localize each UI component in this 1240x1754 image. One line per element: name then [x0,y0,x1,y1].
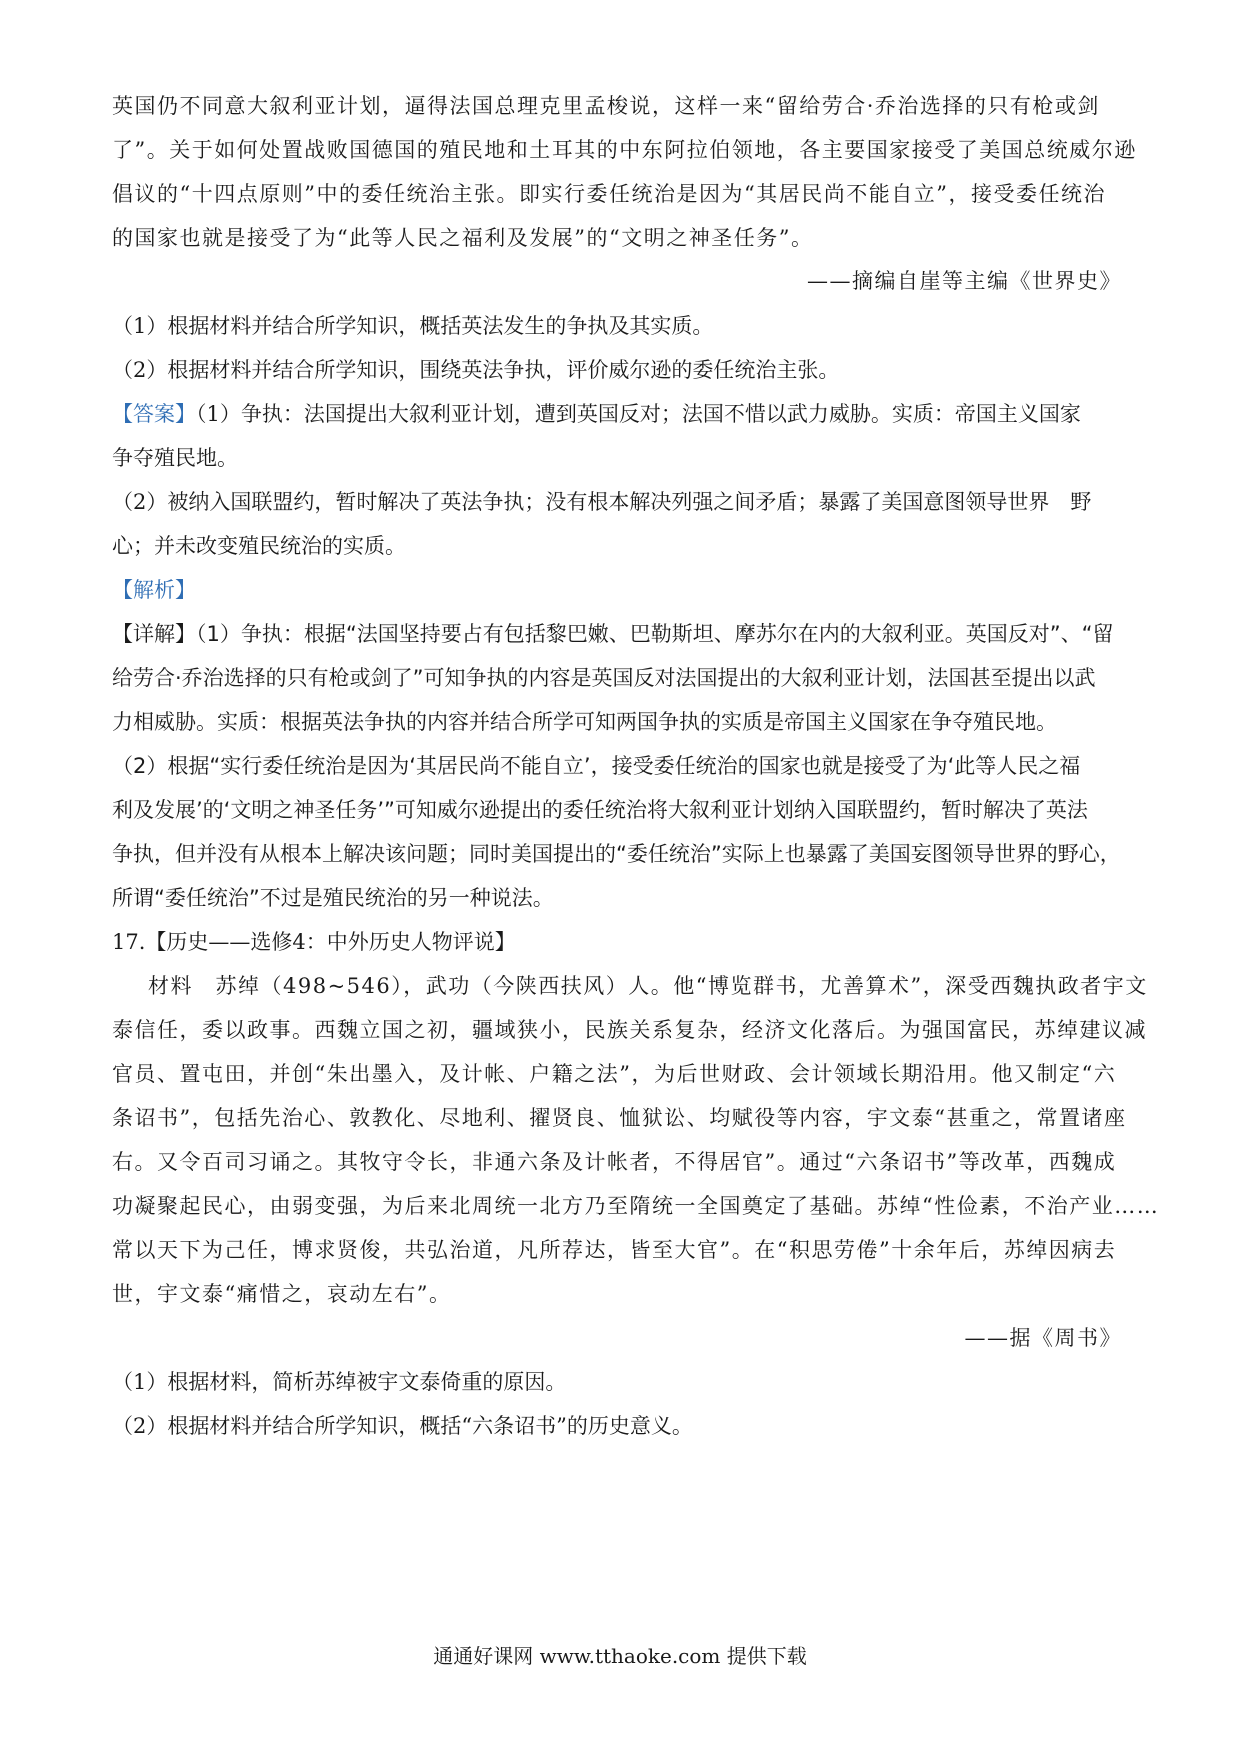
passage-line: 的国家也就是接受了为“此等人民之福利及发展”的“文明之神圣任务”。 [112,226,814,250]
detail-text: （1）争执：根据“法国坚持要占有包括黎巴嫩、巴勒斯坦、摩苏尔在内的大叙利亚。英国反对”、“留 [196,622,1114,646]
answer-line: 争夺殖民地。 [112,446,238,470]
question-line: （2）根据材料并结合所学知识，概括“六条诏书”的历史意义。 [112,1414,693,1438]
material-source: ——据《周书》 [964,1326,1122,1350]
material-line: 官员、置屯田，并创“朱出墨入，及计帐、户籍之法”，为后世财政、会计领域长期沿用。他又制定“六 [112,1062,1117,1086]
question-17-title: 17.【历史——选修4：中外历史人物评说】 [112,930,516,954]
analysis-label: 【解析】 [112,578,196,602]
answer-text: （1）争执：法国提出大叙利亚计划，遭到英国反对；法国不惜以武力威胁。实质：帝国主义国家 [196,402,1081,426]
material-line: 常以天下为己任，博求贤俊，共弘治道，凡所荐达，皆至大官”。在“积思劳倦”十余年后，苏绰因病去 [112,1238,1117,1262]
detail-line: 力相威胁。实质：根据英法争执的内容并结合所学可知两国争执的实质是帝国主义国家在争夺殖民地。 [112,710,1057,734]
material-line: 材料 苏绰（498~546），武功（今陕西扶风）人。他“博览群书，尤善算术”，深受西魏执政者宇文 [148,974,1148,998]
question-line: （1）根据材料并结合所学知识，概括英法发生的争执及其实质。 [112,314,714,338]
page-footer: 通通好课网 www.tthaoke.com 提供下载 [433,1644,807,1668]
detail-line: 争执，但并没有从根本上解决该问题；同时美国提出的“委任统治”实际上也暴露了美国妄图领导世界的野心， [112,842,1121,866]
detail-line: （2）根据“实行委任统治是因为‘其居民尚不能自立’，接受委任统治的国家也就是接受了为‘此等人民之福 [112,754,1081,778]
material-line: 世，宇文泰“痛惜之，哀动左右”。 [112,1282,452,1306]
question-line: （1）根据材料，简析苏绰被宇文泰倚重的原因。 [112,1370,567,1394]
passage-source: ——摘编自崖等主编《世界史》 [807,269,1122,293]
answer-label: 【答案】 [112,402,196,426]
detail-label: 【详解】 [112,622,196,646]
passage-line: 倡议的“十四点原则”中的委任统治主张。即实行委任统治是因为“其居民尚不能自立”，接受委任统治 [112,182,1106,206]
passage-line: 英国仍不同意大叙利亚计划，逼得法国总理克里孟梭说，这样一来“留给劳合·乔治选择的只有枪或剑 [112,94,1100,118]
answer-line [112,399,1130,429]
detail-line [112,619,1130,649]
detail-line: 给劳合·乔治选择的只有枪或剑了”可知争执的内容是英国反对法国提出的大叙利亚计划，法国甚至提出以武 [112,666,1096,690]
material-line: 条诏书”，包括先治心、敦教化、尽地利、擢贤良、恤狱讼、均赋役等内容，宇文泰“甚重之，常置诸座 [112,1106,1127,1130]
detail-line: 利及发展’的‘文明之神圣任务’”可知威尔逊提出的委任统治将大叙利亚计划纳入国联盟约，暂时解决了英法 [112,798,1088,822]
material-line: 泰信任，委以政事。西魏立国之初，疆域狭小，民族关系复杂，经济文化落后。为强国富民，苏绰建议减 [112,1018,1147,1042]
question-line: （2）根据材料并结合所学知识，围绕英法争执，评价威尔逊的委任统治主张。 [112,358,840,382]
material-line: 右。又令百司习诵之。其牧守令长，非通六条及计帐者，不得居官”。通过“六条诏书”等改革，西魏成 [112,1150,1117,1174]
answer-line: 心；并未改变殖民统治的实质。 [112,534,406,558]
passage-line: 了”。关于如何处置战败国德国的殖民地和土耳其的中东阿拉伯领地，各主要国家接受了美国总统威尔逊 [112,138,1137,162]
detail-line: 所谓“委任统治”不过是殖民统治的另一种说法。 [112,886,554,910]
answer-line: （2）被纳入国联盟约，暂时解决了英法争执；没有根本解决列强之间矛盾；暴露了美国意图领导世界 野 [112,490,1092,514]
material-line: 功凝聚起民心，由弱变强，为后来北周统一北方乃至隋统一全国奠定了基础。苏绰“性俭素，不治产业…… [112,1194,1160,1218]
